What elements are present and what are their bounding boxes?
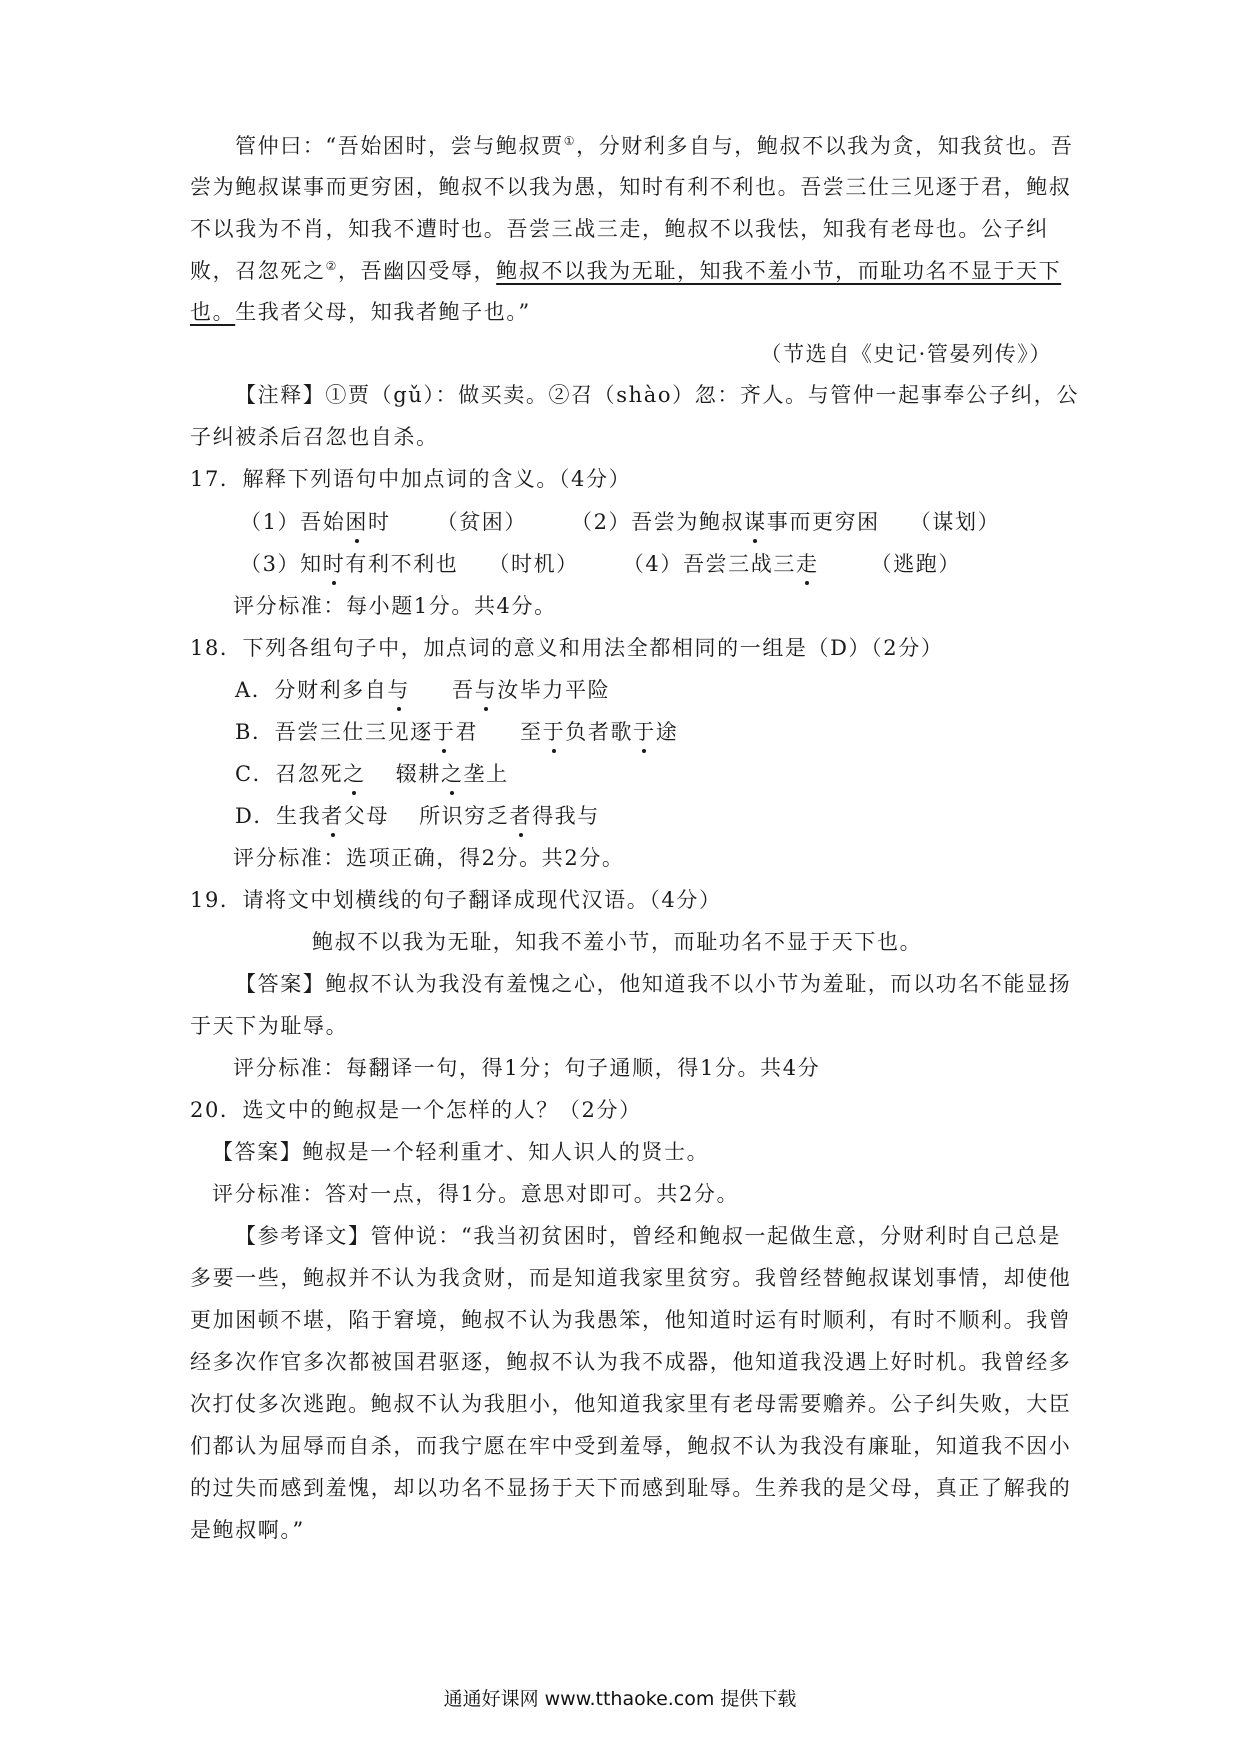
- dotted-word: 于: [542, 720, 566, 744]
- underlined-sentence: 鲍叔不以我为无耻，知我不羞小节，而耻功名不显于天下: [496, 259, 1062, 283]
- underlined-sentence-end: 也。: [190, 300, 236, 324]
- passage-line-4: 败，召忽死之②，吾幽囚受辱，鲍叔不以我为无耻，知我不羞小节，而耻功名不显于天下: [190, 259, 1062, 283]
- passage-line-3: 不以我为不肖，知我不遭时也。吾尝三战三走，鲍叔不以我怯，知我有老母也。公子纠: [190, 217, 1049, 241]
- question-18-option-a: A．分财利多自与 吾与汝毕力平险: [235, 678, 611, 702]
- translation-line-2: 多要一些，鲍叔并不认为我贪财，而是知道我家里贫穷。我曾经替鲍叔谋划事情，却使他: [190, 1266, 1072, 1290]
- dotted-word: 之: [343, 762, 366, 786]
- answer: （贫困）: [436, 510, 527, 534]
- answer: （谋划）: [909, 510, 1001, 534]
- question-18-option-d: D．生我者父母 所识穷乏者得我与: [235, 804, 600, 828]
- question-18-score: 评分标准：选项正确，得2分。共2分。: [233, 846, 625, 870]
- question-20-answer: 【答案】鲍叔是一个轻利重才、知人识人的贤士。: [212, 1140, 710, 1164]
- dotted-word: 与: [387, 678, 410, 702]
- dotted-word: 时: [322, 552, 346, 576]
- question-19-title: 19．请将文中划横线的句子翻译成现代汉语。（4分）: [190, 888, 722, 912]
- question-20-score: 评分标准：答对一点，得1分。意思对即可。共2分。: [212, 1182, 740, 1206]
- page-footer: 通通好课网 www.tthaoke.com 提供下载: [443, 1688, 797, 1710]
- translation-line-3: 更加困顿不堪，陷于窘境，鲍叔不认为我愚笨，他知道时运有时顺利，有时不顺利。我曾: [190, 1308, 1072, 1332]
- notes-line-2: 子纠被杀后召忽也自杀。: [190, 425, 439, 449]
- dotted-word: 之: [440, 762, 464, 786]
- dotted-word: 者: [321, 804, 344, 828]
- passage-line-1: 管仲曰：“吾始困时，尝与鲍叔贾①，分财利多自与，鲍叔不以我为贪，知我贫也。吾: [235, 134, 1074, 158]
- passage-line-5: 也。生我者父母，知我者鲍子也。”: [190, 300, 531, 324]
- question-18-option-b: B．吾尝三仕三见逐于君 至于负者歌于途: [235, 720, 679, 744]
- footnote-marker-2: ②: [325, 259, 338, 273]
- question-17-title: 17．解释下列语句中加点词的含义。（4分）: [190, 467, 632, 491]
- translation-line-7: 的过失而感到羞愧，却以功名不显扬于天下而感到耻辱。生养我的是父母，真正了解我的: [190, 1476, 1072, 1500]
- question-18-option-c: C．召忽死之 辍耕之垄上: [235, 762, 509, 786]
- translation-line-8: 是鲍叔啊。”: [190, 1518, 305, 1542]
- answer: （逃跑）: [870, 552, 961, 576]
- dotted-word: 者: [509, 804, 533, 828]
- question-17-row-1: （1）吾始困时 （贫困） （2）吾尝为鲍叔谋事而更穷困 （谋划）: [240, 510, 1001, 534]
- dotted-word: 谋: [744, 510, 767, 534]
- question-18-title: 18．下列各组句子中，加点词的意义和用法全都相同的一组是（D）（2分）: [190, 636, 944, 660]
- translation-line-1: 【参考译文】管仲说：“我当初贫困时，曾经和鲍叔一起做生意，分财利时自己总是: [235, 1224, 1061, 1248]
- question-19-answer-line-1: 【答案】鲍叔不认为我没有羞愧之心，他知道我不以小节为羞耻，而以功名不能显扬: [235, 972, 1072, 996]
- dotted-word: 与: [474, 678, 498, 702]
- translation-line-4: 经多次作官多次都被国君驱逐，鲍叔不认为我不成器，他知道我没遇上好时机。我曾经多: [190, 1350, 1072, 1374]
- answer: （时机）: [488, 552, 579, 576]
- dotted-word: 困: [345, 510, 368, 534]
- source-citation: （节选自《史记·管晏列传》）: [760, 342, 1052, 366]
- passage-line-2: 尝为鲍叔谋事而更穷困，鲍叔不以我为愚，知时有利不利也。吾尝三仕三见逐于君，鲍叔: [190, 175, 1072, 199]
- translation-line-5: 次打仗多次逃跑。鲍叔不认为我胆小，他知道我家里有老母需要赡养。公子纠失败，大臣: [190, 1392, 1072, 1416]
- dotted-word: 走: [795, 552, 819, 576]
- question-19-answer-line-2: 于天下为耻辱。: [190, 1014, 349, 1038]
- dotted-word: 于: [432, 720, 456, 744]
- question-19-quote: 鲍叔不以我为无耻，知我不羞小节，而耻功名不显于天下也。: [312, 930, 923, 954]
- question-17-score: 评分标准：每小题1分。共4分。: [233, 594, 557, 618]
- notes-line-1: 【注释】①贾（gǔ）：做买卖。②召（shào）忽：齐人。与管仲一起事奉公子纠，公: [235, 383, 1079, 407]
- translation-line-6: 们都认为屈辱而自杀，而我宁愿在牢中受到羞辱，鲍叔不认为我没有廉耻，知道我不因小: [190, 1434, 1072, 1458]
- question-17-row-2: （3）知时有利不利也 （时机） （4）吾尝三战三走 （逃跑）: [240, 552, 961, 576]
- question-19-score: 评分标准：每翻译一句，得1分；句子通顺，得1分。共4分: [233, 1056, 821, 1080]
- question-20-title: 20．选文中的鲍叔是一个怎样的人？（2分）: [190, 1098, 642, 1122]
- dotted-word: 于: [633, 720, 656, 744]
- footnote-marker-1: ①: [563, 134, 577, 148]
